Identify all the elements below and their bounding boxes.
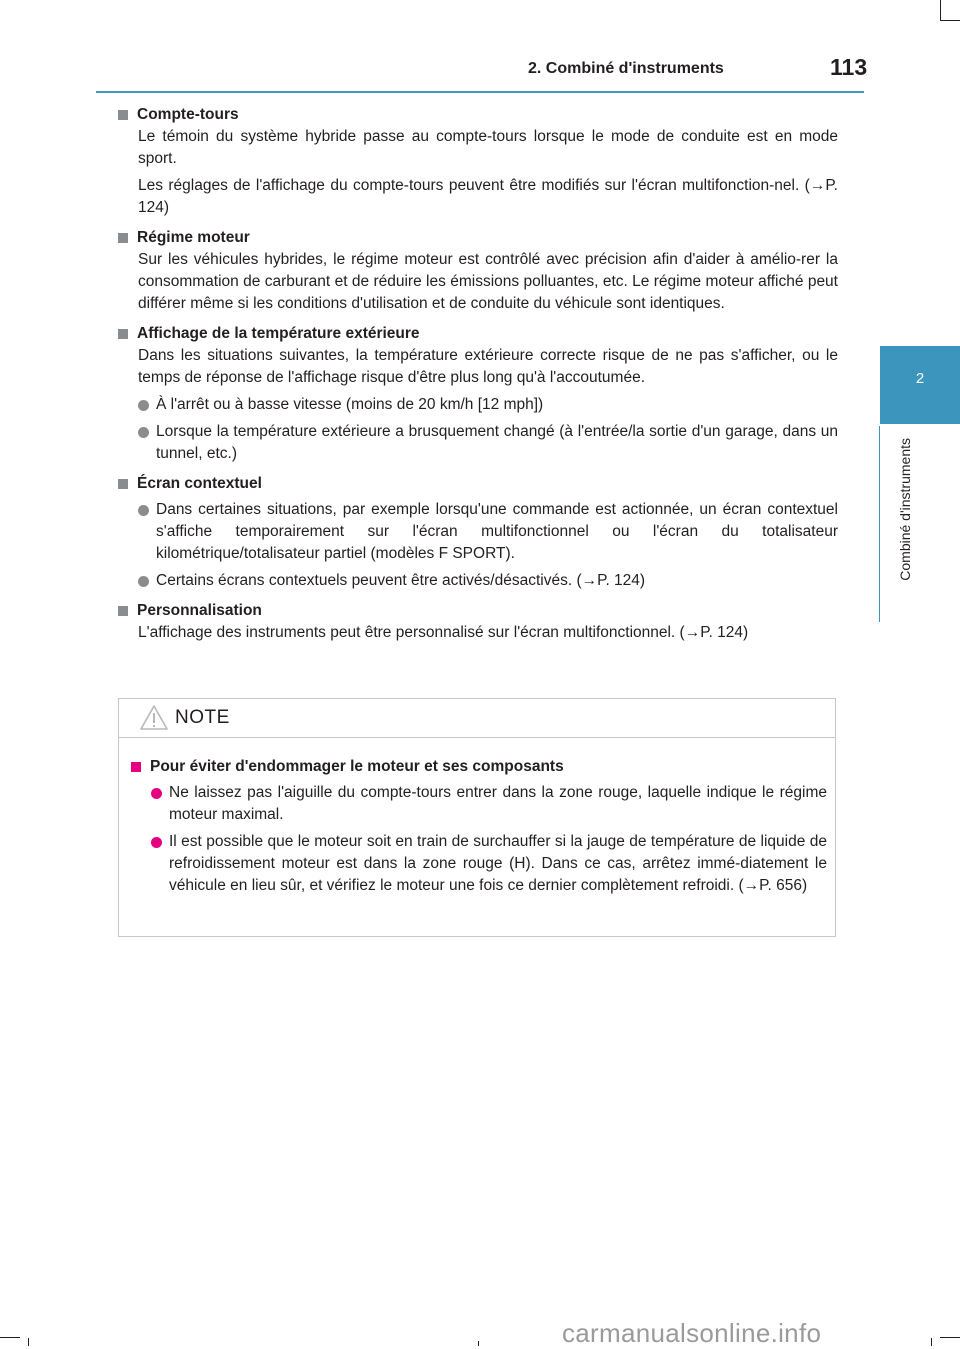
note-heading: Pour éviter d'endommager le moteur et ses composants — [150, 758, 564, 775]
square-bullet-icon — [118, 110, 128, 120]
square-bullet-icon — [118, 329, 128, 339]
paragraph: L'affichage des instruments peut être personnalisé sur l'écran multifonctionnel. (→P. 124) — [138, 624, 749, 641]
paragraph: Les réglages de l'affichage du compte-tours peuvent être modifiés sur l'écran multifonction-nel. (→P. 124) — [138, 177, 838, 216]
section-title: Régime moteur — [137, 229, 250, 246]
section-title: Affichage de la température extérieure — [137, 325, 420, 342]
section-regime-moteur — [118, 227, 838, 315]
section-ecran-contextuel — [118, 473, 838, 592]
warning-triangle-icon — [139, 704, 169, 731]
list-item: Ne laissez pas l'aiguille du compte-tours entrer dans la zone rouge, laquelle indique le régime moteur maximal. — [151, 782, 827, 826]
section-title: Écran contextuel — [137, 475, 262, 492]
note-header — [119, 699, 835, 738]
page-header — [0, 0, 960, 96]
side-tab-label: Combiné d'instruments — [897, 438, 913, 581]
note-box — [118, 698, 836, 937]
list-item: Dans certaines situations, par exemple lorsqu'une commande est actionnée, un écran contextuel s'affiche temporairement sur l'écran multifonctionnel ou l'écran du totalisateur kilométrique/totalisateur partiel (modèles F SPORT). — [138, 499, 838, 565]
section-title: Compte-tours — [137, 106, 239, 123]
crop-mark — [0, 1337, 20, 1338]
section-compte-tours — [118, 104, 838, 219]
header-rule — [96, 91, 864, 93]
watermark-logo: carmanualsonline.info — [562, 1318, 822, 1348]
crop-mark — [940, 1337, 960, 1338]
side-tab-chapter-number[interactable]: 2 — [880, 346, 960, 424]
section-title: Personnalisation — [137, 602, 262, 619]
chapter-title: 2. Combiné d'instruments — [528, 60, 724, 77]
page-number: 113 — [830, 54, 868, 80]
round-bullet-icon — [138, 427, 149, 438]
crop-mark — [478, 1341, 479, 1346]
paragraph: Sur les véhicules hybrides, le régime moteur est contrôlé avec précision afin d'aider à amélio-rer la consommation de carburant et de réduire les émissions polluantes, etc. Le régime moteur affiché peut différer même si les conditions d'utilisation et de conduite du véhicule sont identiques. — [138, 251, 838, 312]
paragraph: Le témoin du système hybride passe au compte-tours lorsque le mode de conduite est en mode sport. — [138, 128, 838, 167]
side-tab-divider — [879, 426, 880, 622]
section-personnalisation — [118, 600, 838, 644]
crop-mark — [28, 1338, 29, 1346]
square-bullet-icon — [118, 606, 128, 616]
round-bullet-icon — [151, 788, 162, 799]
square-bullet-icon — [118, 479, 128, 489]
square-bullet-icon — [131, 762, 141, 772]
round-bullet-icon — [151, 837, 162, 848]
list-item: À l'arrêt ou à basse vitesse (moins de 20 km/h [12 mph]) — [138, 394, 838, 416]
list-item: Il est possible que le moteur soit en train de surchauffer si la jauge de température de liquide de refroidissement moteur est dans la zone rouge (H). Dans ce cas, arrêtez immé-diatement le véhicule en lieu sûr, et vérifiez le moteur une fois ce dernier complètement refroidi. (→P. 656) — [151, 831, 827, 897]
round-bullet-icon — [138, 576, 149, 587]
note-title: NOTE — [175, 707, 230, 728]
square-bullet-icon — [118, 233, 128, 243]
paragraph: Dans les situations suivantes, la température extérieure correcte risque de ne pas s'afficher, ou le temps de réponse de l'affichage risque d'être plus long qu'à l'accoutumée. — [138, 347, 838, 386]
list-item: Certains écrans contextuels peuvent être activés/désactivés. (→P. 124) — [138, 570, 838, 592]
crop-mark — [931, 1338, 932, 1346]
round-bullet-icon — [138, 505, 149, 516]
main-content — [118, 104, 838, 652]
round-bullet-icon — [138, 400, 149, 411]
note-body — [119, 738, 835, 897]
section-temperature-exterieure — [118, 323, 838, 465]
list-item: Lorsque la température extérieure a brusquement changé (à l'entrée/la sortie d'un garage, dans un tunnel, etc.) — [138, 421, 838, 465]
